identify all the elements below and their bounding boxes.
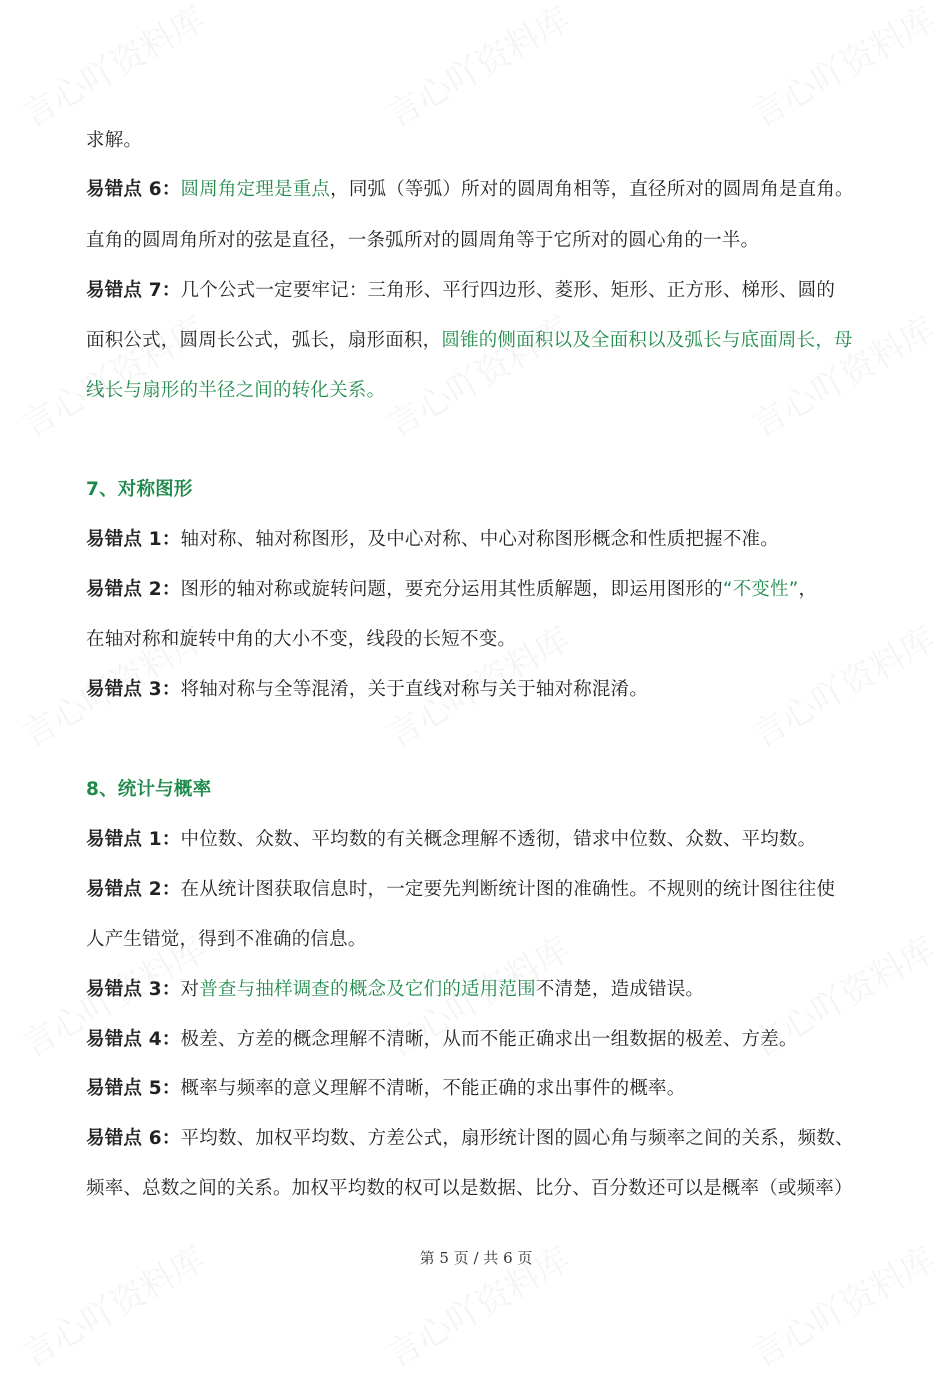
text-line [86, 379, 385, 403]
text-line [86, 528, 779, 552]
text-line [86, 129, 142, 153]
body-text: ，同弧（等弧）所对的圆周角相等，直径所对的圆周角是直角。 [330, 179, 854, 200]
section-heading [86, 478, 193, 502]
text-line [86, 878, 835, 902]
body-text: 中位数、众数、平均数的有关概念理解不透彻，错求中位数、众数、平均数。 [180, 829, 817, 850]
error-point-label: 易错点 2： [86, 879, 181, 900]
body-text: ， [798, 579, 818, 600]
body-text: 在轴对称和旋转中角的大小不变，线段的长短不变。 [86, 629, 517, 650]
watermark-text [11, 0, 212, 137]
error-point-label: 易错点 4： [86, 1029, 181, 1050]
watermark-text [11, 302, 212, 446]
text-line [86, 628, 516, 652]
body-text: 频率、总数之间的关系。加权平均数的权可以是数据、比分、百分数还可以是概率（或频率） [86, 1178, 853, 1199]
body-text: 直角的圆周角所对的弦是直径，一条弧所对的圆周角等于它所对的圆心角的一半。 [86, 230, 760, 251]
body-text: 概率与频率的意义理解不清晰，不能正确的求出事件的概率。 [180, 1078, 686, 1099]
text-line [86, 828, 816, 852]
text-line [86, 1077, 685, 1101]
body-text: 人产生错觉，得到不准确的信息。 [86, 929, 367, 950]
body-text: 不清楚，造成错误。 [535, 979, 705, 1000]
error-point-label: 易错点 6： [86, 1128, 181, 1149]
text-line [86, 578, 817, 602]
text-line [86, 178, 854, 202]
error-point-label: 易错点 7： [86, 280, 181, 301]
body-text: 对 [180, 979, 200, 1000]
error-point-label: 易错点 5： [86, 1078, 181, 1099]
heading-text: 7、对称图形 [86, 479, 193, 500]
highlighted-text: 圆锥的侧面积以及全面积以及弧长与底面周长，母 [441, 330, 853, 351]
body-text: 面积公式，圆周长公式，弧长，扇形面积， [86, 330, 442, 351]
page-footer: 第 5 页 / 共 6 页 [419, 1249, 533, 1267]
body-text: 平均数、加权平均数、方差公式，扇形统计图的圆心角与频率之间的关系，频数、 [180, 1128, 854, 1149]
body-text: 在从统计图获取信息时，一定要先判断统计图的准确性。不规则的统计图往往使 [180, 879, 836, 900]
text-line [86, 279, 835, 303]
text-line [86, 329, 853, 353]
error-point-label: 易错点 6： [86, 179, 181, 200]
watermark-text [741, 302, 942, 446]
text-line [86, 1028, 798, 1052]
watermark-text [376, 302, 577, 446]
error-point-label: 易错点 3： [86, 979, 181, 1000]
section-heading [86, 778, 211, 802]
watermark-text [376, 0, 577, 137]
text-line [86, 678, 648, 702]
watermark-text [741, 0, 942, 137]
highlighted-text: 线长与扇形的半径之间的转化关系。 [86, 380, 386, 401]
error-point-label: 易错点 2： [86, 579, 181, 600]
body-text: 几个公式一定要牢记：三角形、平行四边形、菱形、矩形、正方形、梯形、圆的 [180, 280, 836, 301]
body-text: 将轴对称与全等混淆，关于直线对称与关于轴对称混淆。 [180, 679, 649, 700]
text-line [86, 928, 367, 952]
body-text: 轴对称、轴对称图形，及中心对称、中心对称图形概念和性质把握不准。 [180, 529, 779, 550]
body-text: 求解。 [86, 130, 143, 151]
text-line [86, 229, 759, 253]
error-point-label: 易错点 1： [86, 529, 181, 550]
error-point-label: 易错点 1： [86, 829, 181, 850]
heading-text: 8、统计与概率 [86, 779, 212, 800]
body-text: 图形的轴对称或旋转问题，要充分运用其性质解题，即运用图形的 [180, 579, 723, 600]
highlighted-text: “不变性” [722, 579, 799, 600]
body-text: 极差、方差的概念理解不清晰，从而不能正确求出一组数据的极差、方差。 [180, 1029, 798, 1050]
text-line [86, 1177, 853, 1201]
watermark-text [741, 612, 942, 756]
text-line [86, 978, 704, 1002]
highlighted-text: 普查与抽样调查的概念及它们的适用范围 [199, 979, 536, 1000]
error-point-label: 易错点 3： [86, 679, 181, 700]
text-line [86, 1127, 854, 1151]
highlighted-text: 圆周角定理是重点 [180, 179, 331, 200]
